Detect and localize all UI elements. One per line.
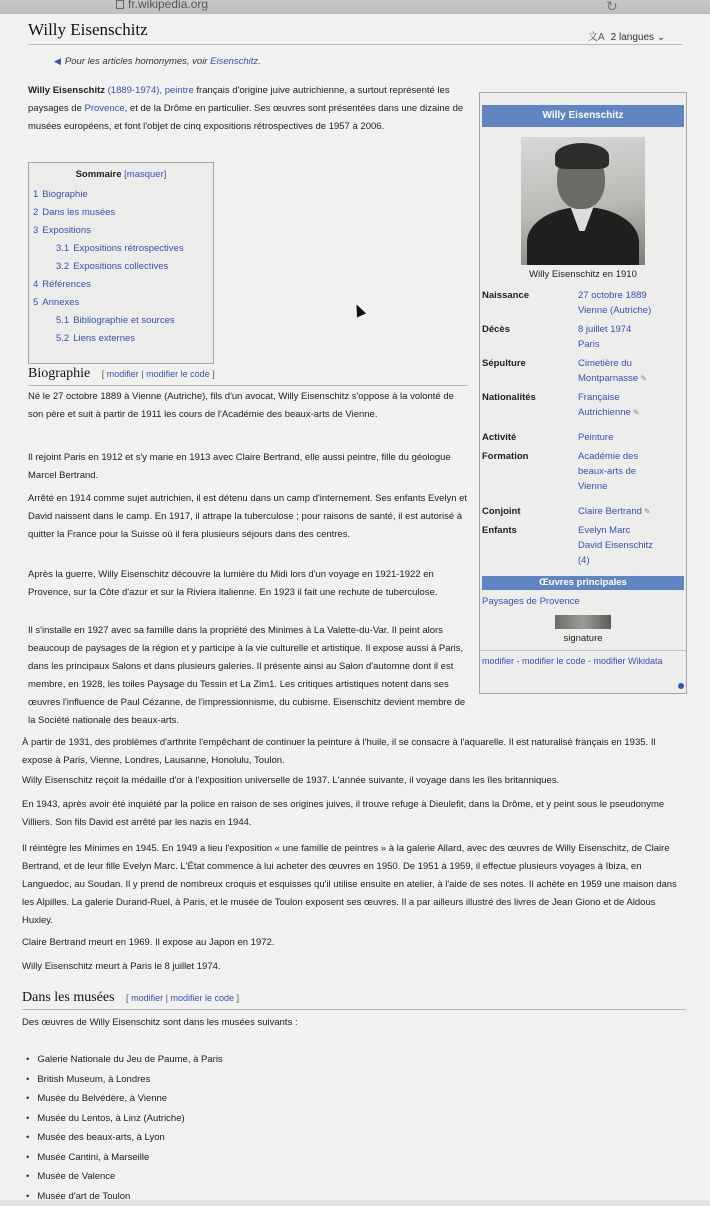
section-title: Dans les musées [22,990,115,1005]
list-item[interactable]: • Musée du Lentos, à Linz (Autriche) [22,1109,223,1129]
bio-paragraph: Willy Eisenschitz meurt à Paris le 8 juillet 1974. [22,958,686,976]
toc-title: Sommaire [76,169,122,180]
section-divider [22,1009,686,1010]
pencil-icon[interactable]: ✎ [633,408,640,417]
translate-icon: 文A [588,32,605,43]
bio-paragraph: À partir de 1931, des problèmes d'arthrite l'empêchant de continuer la peinture à l'huile, il se consacre à l'aquarelle. Il est naturalisé français en 1935. Il expose à Paris, Vienne, Londres, Lausanne, Honolulu, Toulon. [22,734,686,770]
works-link[interactable]: Paysages de Provence [480,590,686,607]
languages-label: 2 langues [611,32,654,43]
bio-paragraph: Il réintègre les Minimes en 1945. En 1949 a lieu l'exposition « une famille de peintres » à la galerie Allard, avec des œuvres de Willy Eisenschitz, de Claire Bertrand, et de leur fille Evelyn Marc. L'État commence à lui acheter des œuvres en 1950. De 1951 à 1959, il effectue plusieurs voyages à Ibiza, en Languedoc, au Soudan. Il y prend de nombreux croquis et esquisses qu'il utilise ensuite en atelier, à l'aide de ses notes. Il achète en 1959 une maison dans les Alpilles. La galerie Durand-Ruel, à Paris, et le musée de Toulon exposent ses œuvres. Il a par ailleurs illustré des livres de Jean Giono et de Aldous Huxley. [22,840,686,930]
address-bar[interactable]: fr.wikipedia.org [128,0,208,11]
browser-toolbar [0,0,710,15]
toc-item[interactable]: 3.1 Expositions rétrospectives [29,240,213,258]
infobox-row: Activité Peinture [480,422,686,447]
infobox-row: Nationalités Française Autrichienne ✎ [480,388,686,422]
lead-provence-link[interactable]: Provence [85,103,125,114]
mouse-cursor-icon [352,302,366,317]
reload-icon[interactable]: ↻ [606,0,618,15]
signature-image[interactable] [555,615,611,629]
bio-paragraph: En 1943, après avoir été inquiété par la police en raison de ses origines juives, il trouve refuge à Dieulefit, dans la Drôme, et y peint sous le pseudonyme Villiers. Son fils David est arrêté par les nazis en 1944. [22,796,686,832]
infobox-row: Enfants Evelyn Marc David Eisenschitz (4) [480,521,686,570]
list-item[interactable]: • Musée du Belvédère, à Vienne [22,1089,223,1109]
list-item[interactable]: • Galerie Nationale du Jeu de Paume, à Paris [22,1050,223,1070]
bio-paragraph: Né le 27 octobre 1889 à Vienne (Autriche), fils d'un avocat, Willy Eisenschitz s'oppose à la volonté de son père et suit à partir de 1911 les cours de l'Académie des beaux-arts de Vienne. [28,388,468,424]
hatnote [54,56,261,67]
infobox-edit-links[interactable]: modifier - modifier le code - modifier Wikidata [480,650,686,667]
infobox-row: Décès 8 juillet 1974 Paris [480,320,686,354]
section-edit-links: [ modifier | modifier le code ] [126,993,239,1003]
museums-intro: Des œuvres de Willy Eisenschitz sont dans les musées suivants : [22,1014,686,1032]
list-item[interactable]: • British Museum, à Londres [22,1070,223,1090]
bio-paragraph: Après la guerre, Willy Eisenschitz découvre la lumière du Midi lors d'un voyage en 1921-1922 en Provence, sur la Côte d'azur et sur la Riviera italienne. En 1923 il fait une rechute de tuberculose. [28,566,468,602]
lock-icon [116,0,124,9]
pencil-icon[interactable]: ✎ [644,507,651,516]
page-title: Willy Eisenschitz [28,20,148,40]
infobox-row: Sépulture Cimetière du Montparnasse ✎ [480,354,686,388]
disambiguation-icon: ◀ [54,56,61,66]
section-title: Biographie [28,366,90,381]
section-heading-biographie [28,366,215,382]
toc-hide-toggle[interactable]: [masquer] [124,169,166,180]
portrait-photo[interactable] [521,137,645,265]
lead-text-2: , et de la Drôme en particulier. Ses œuvres sont présentées dans une dizaine de musées européens, et font l'objet de cinq expositions rétrospectives de 1957 à 2006. [28,103,463,132]
infobox-row: Formation Académie des beaux-arts de Vienne [480,447,686,496]
edit-code-link[interactable]: modifier le code [170,993,234,1003]
list-item[interactable]: • Musée des beaux-arts, à Lyon [22,1128,223,1148]
infobox-title: Willy Eisenschitz [482,105,684,127]
bio-paragraph: Il s'installe en 1927 avec sa famille dans la propriété des Minimes à La Valette-du-Var. Il peint alors beaucoup de paysages de la région et y participe à la vie culturelle et artistique. Il expose aussi à Paris, dans les principaux Salons et dans plusieurs galeries. Il présente ainsi au Salon d'automne dont il est membre, en 1928, les toiles Paysage du Tessin et La Zim1. Les critiques artistiques notent dans ses œuvres l'influence de Paul Cézanne, de l'impressionnisme, du cubisme. Eisenschitz devient membre de la Société nationale des beaux-arts. [28,622,468,730]
toc-item[interactable]: 4 Références [29,276,213,294]
chevron-down-icon: ⌄ [657,32,665,43]
title-divider [28,44,682,45]
list-item[interactable]: • Musée de Valence [22,1167,223,1187]
bio-paragraph: Il rejoint Paris en 1912 et s'y marie en 1913 avec Claire Bertrand, elle aussi peintre, fille du géologue Marcel Bertrand. [28,449,468,485]
pencil-icon[interactable]: ✎ [640,374,647,383]
list-item[interactable]: • Musée d'art de Toulon [22,1187,223,1206]
photo-caption: Willy Eisenschitz en 1910 [480,269,686,280]
lead-dates-link[interactable]: (1889-1974), [108,85,162,96]
section-heading-musees [22,990,239,1006]
list-item[interactable]: • Musée Cantini, à Marseille [22,1148,223,1168]
bio-paragraph: Arrêté en 1914 comme sujet autrichien, il est détenu dans un camp d'internement. Ses enfants Evelyn et David naissent dans le camp. En 1917, il attrape la tuberculose ; pour raisons de santé, il est autorisé à quitter la France pour la Suisse où il fera plusieurs séjours dans des centres. [28,490,468,544]
infobox-row: Naissance 27 octobre 1889 Vienne (Autriche) [480,286,686,320]
lead-paragraph [28,82,468,136]
lead-name: Willy Eisenschitz [28,85,105,96]
hatnote-link[interactable]: Eisenschitz. [210,56,261,67]
toc-item[interactable]: 3 Expositions [29,222,213,240]
section-edit-links: [ modifier | modifier le code ] [102,369,215,379]
languages-button[interactable] [588,28,665,43]
edit-link[interactable]: modifier [107,369,139,379]
edit-link[interactable]: modifier [131,993,163,1003]
hatnote-text: Pour les articles homonymes, voir [65,56,208,67]
toc-item[interactable]: 5 Annexes [29,294,213,312]
edit-code-link[interactable]: modifier le code [146,369,210,379]
museums-list [22,1050,223,1206]
wikidata-dot-icon [678,683,684,689]
infobox-row: Conjoint Claire Bertrand ✎ [480,496,686,521]
lead-text-1: français d'origine juive autrichienne, a surtout représenté les paysages de [28,85,450,114]
table-of-contents [28,162,214,364]
bio-paragraph: Willy Eisenschitz reçoit la médaille d'or à l'exposition universelle de 1937. L'année suivante, il voyage dans les îles britanniques. [22,772,686,790]
article-page [0,14,710,1200]
bio-paragraph: Claire Bertrand meurt en 1969. Il expose au Japon en 1972. [22,934,686,952]
toc-item[interactable]: 5.1 Bibliographie et sources [29,312,213,330]
infobox [479,92,687,694]
lead-role-link[interactable]: peintre [165,85,194,96]
section-divider [28,385,468,386]
toc-item[interactable]: 2 Dans les musées [29,204,213,222]
infobox-table [480,286,686,570]
toc-item[interactable]: 1 Biographie [29,186,213,204]
toc-item[interactable]: 5.2 Liens externes [29,330,213,348]
signature-label: signature [480,633,686,644]
works-header: Œuvres principales [482,576,684,590]
toc-item[interactable]: 3.2 Expositions collectives [29,258,213,276]
